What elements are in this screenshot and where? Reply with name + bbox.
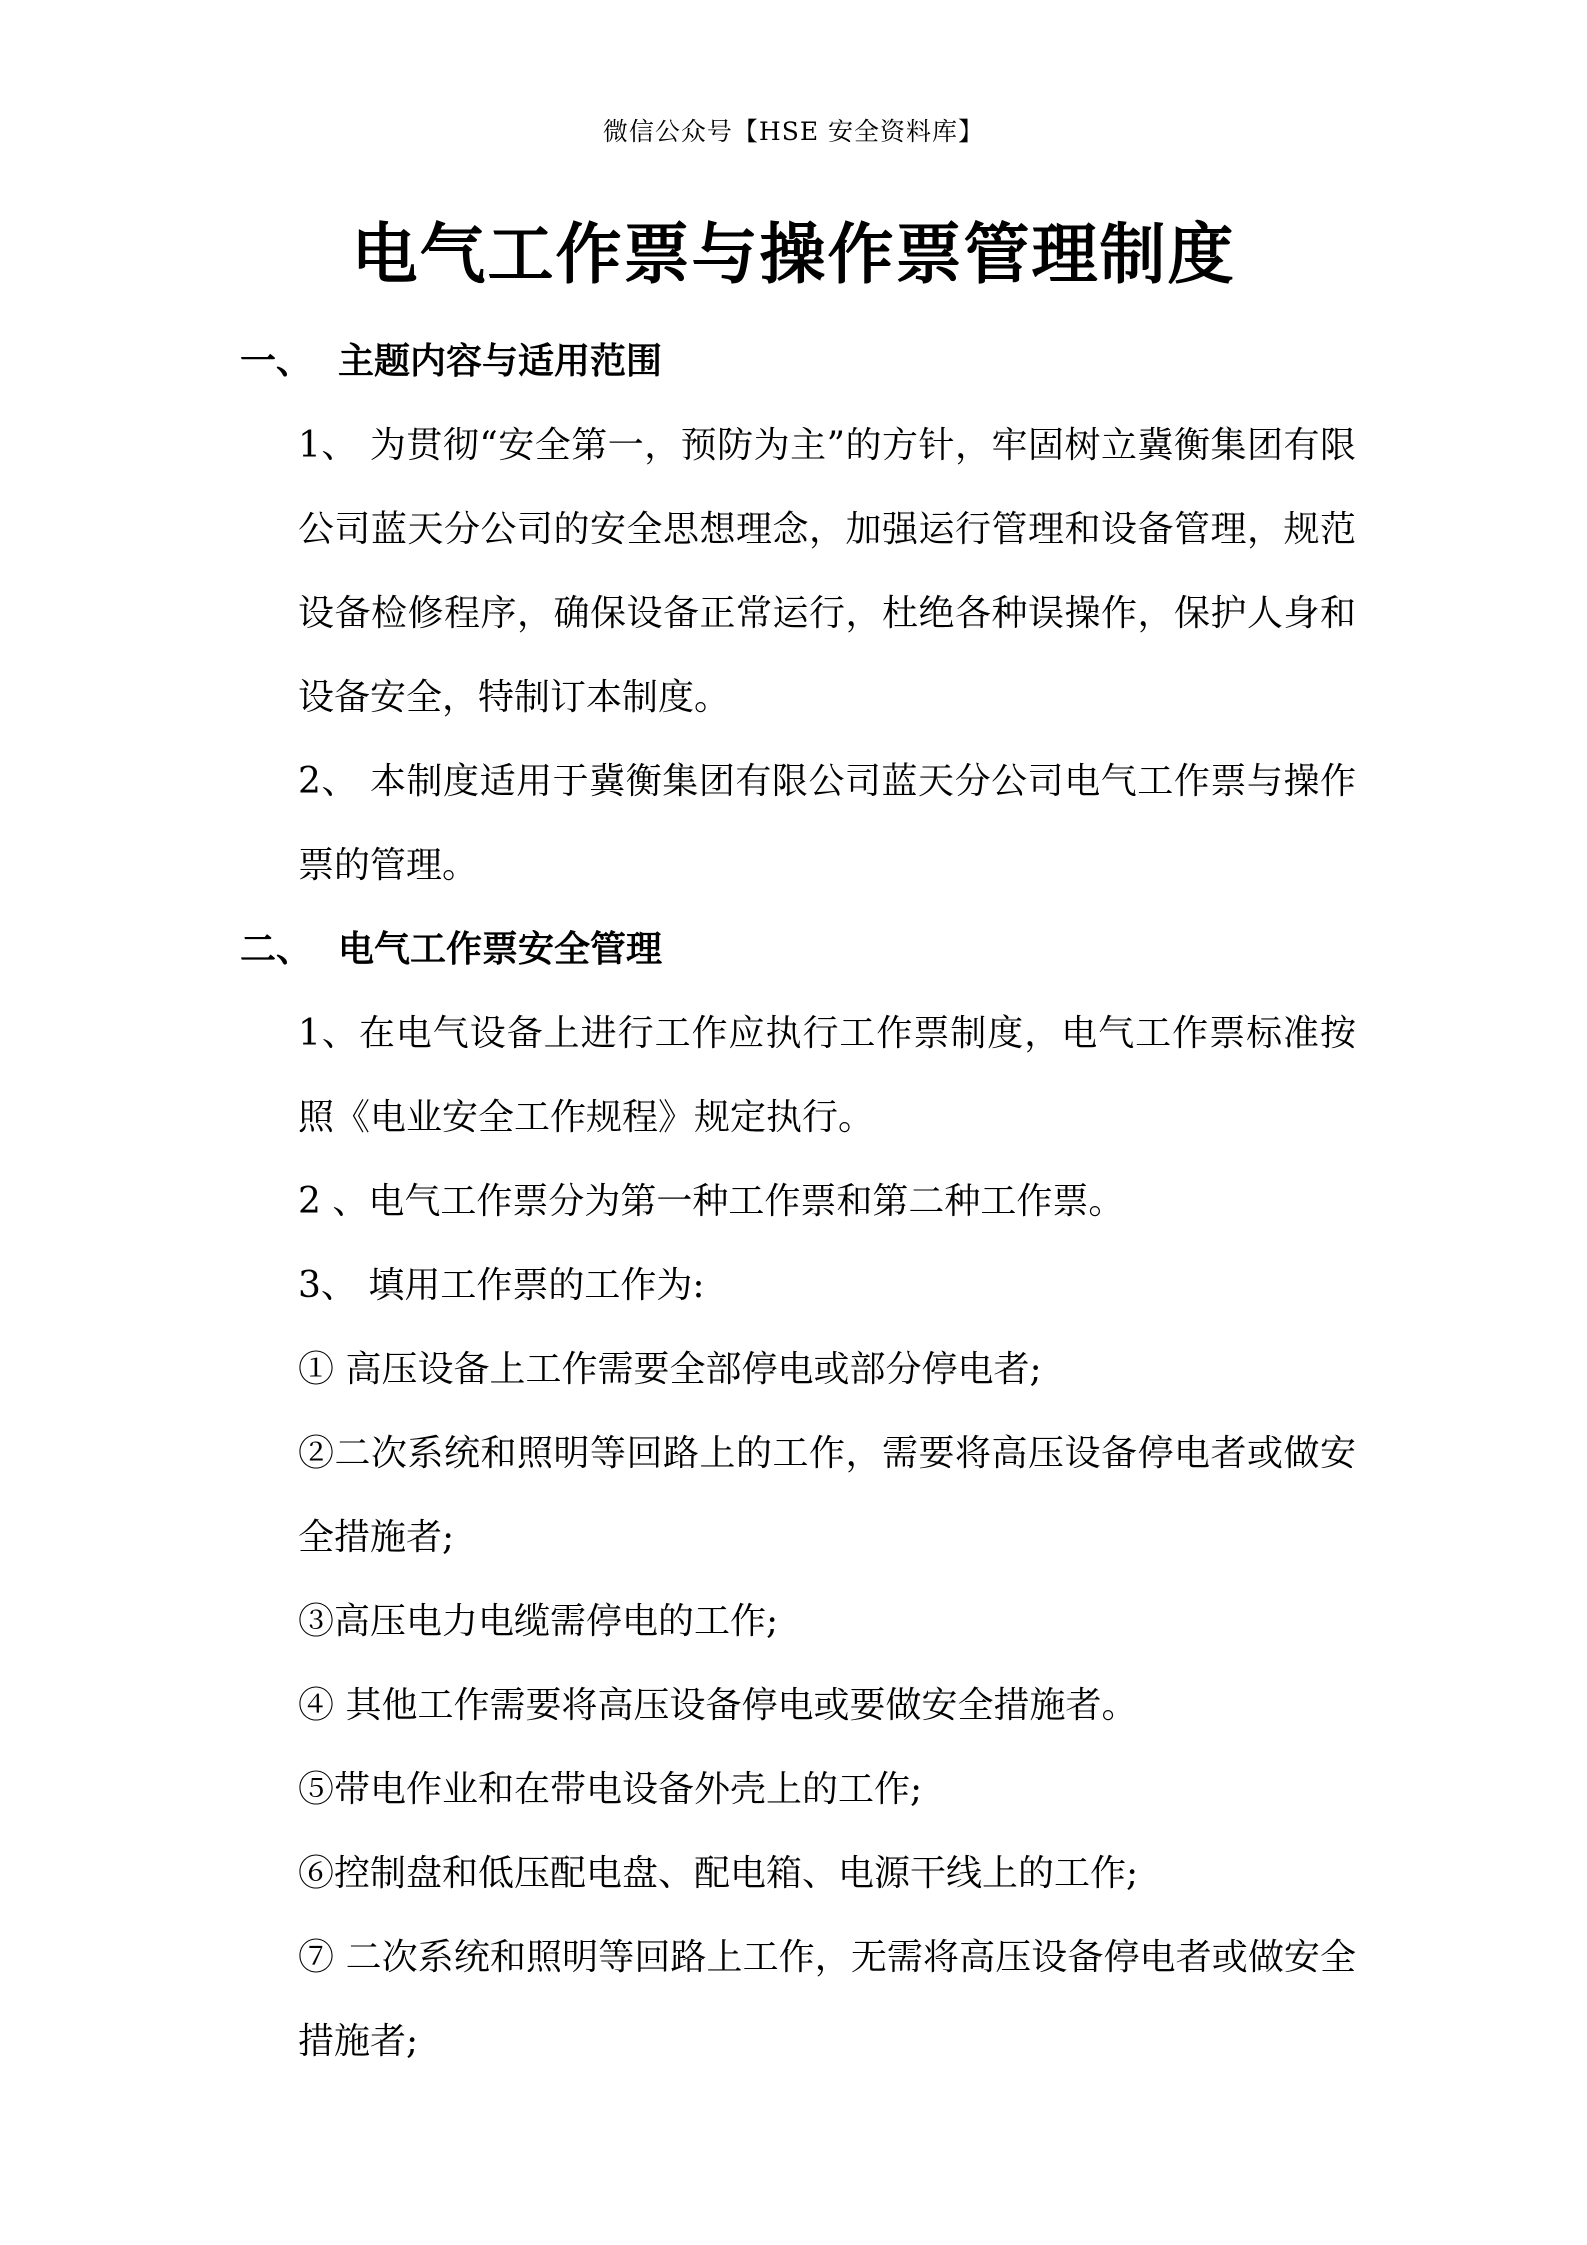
section-title: 主题内容与适用范围 bbox=[338, 340, 663, 382]
paragraph: ⑦ 二次系统和照明等回路上工作，无需将高压设备停电者或做安全措施者; bbox=[298, 1937, 1356, 2062]
paragraph: 3、 填用工作票的工作为: bbox=[298, 1265, 705, 1306]
paragraph: 1、 为贯彻“安全第一，预防为主”的方针，牢固树立冀衡集团有限公司蓝天分公司的安全思想理念，加强运行管理和设备管理，规范设备检修程序，确保设备正常运行，杜绝各种误操作，保护人身和设备安全，特制订本制度。 bbox=[298, 425, 1356, 718]
paragraph: 2 、电气工作票分为第一种工作票和第二种工作票。 bbox=[298, 1181, 1125, 1222]
paragraph: ① 高压设备上工作需要全部停电或部分停电者; bbox=[298, 1349, 1042, 1390]
section-number: 一、 bbox=[240, 340, 313, 382]
paragraph: 2、 本制度适用于冀衡集团有限公司蓝天分公司电气工作票与操作票的管理。 bbox=[298, 761, 1356, 886]
section-heading-2 bbox=[240, 919, 662, 979]
paragraph: ④ 其他工作需要将高压设备停电或要做安全措施者。 bbox=[298, 1685, 1138, 1726]
paragraph: ③高压电力电缆需停电的工作; bbox=[298, 1601, 779, 1642]
paragraph: ②二次系统和照明等回路上的工作，需要将高压设备停电者或做安全措施者; bbox=[298, 1433, 1356, 1558]
paragraph: 1、在电气设备上进行工作应执行工作票制度，电气工作票标准按照《电业安全工作规程》规定执行。 bbox=[298, 1013, 1356, 1138]
section-heading-1 bbox=[240, 331, 662, 391]
section-number: 二、 bbox=[240, 928, 313, 970]
paragraph: ⑥控制盘和低压配电盘、配电箱、电源干线上的工作; bbox=[298, 1853, 1139, 1894]
document-title: 电气工作票与操作票管理制度 bbox=[351, 215, 1236, 293]
paragraph: ⑤带电作业和在带电设备外壳上的工作; bbox=[298, 1769, 923, 1810]
header-note: 微信公众号【HSE 安全资料库】 bbox=[602, 117, 985, 146]
section-title: 电气工作票安全管理 bbox=[338, 928, 663, 970]
